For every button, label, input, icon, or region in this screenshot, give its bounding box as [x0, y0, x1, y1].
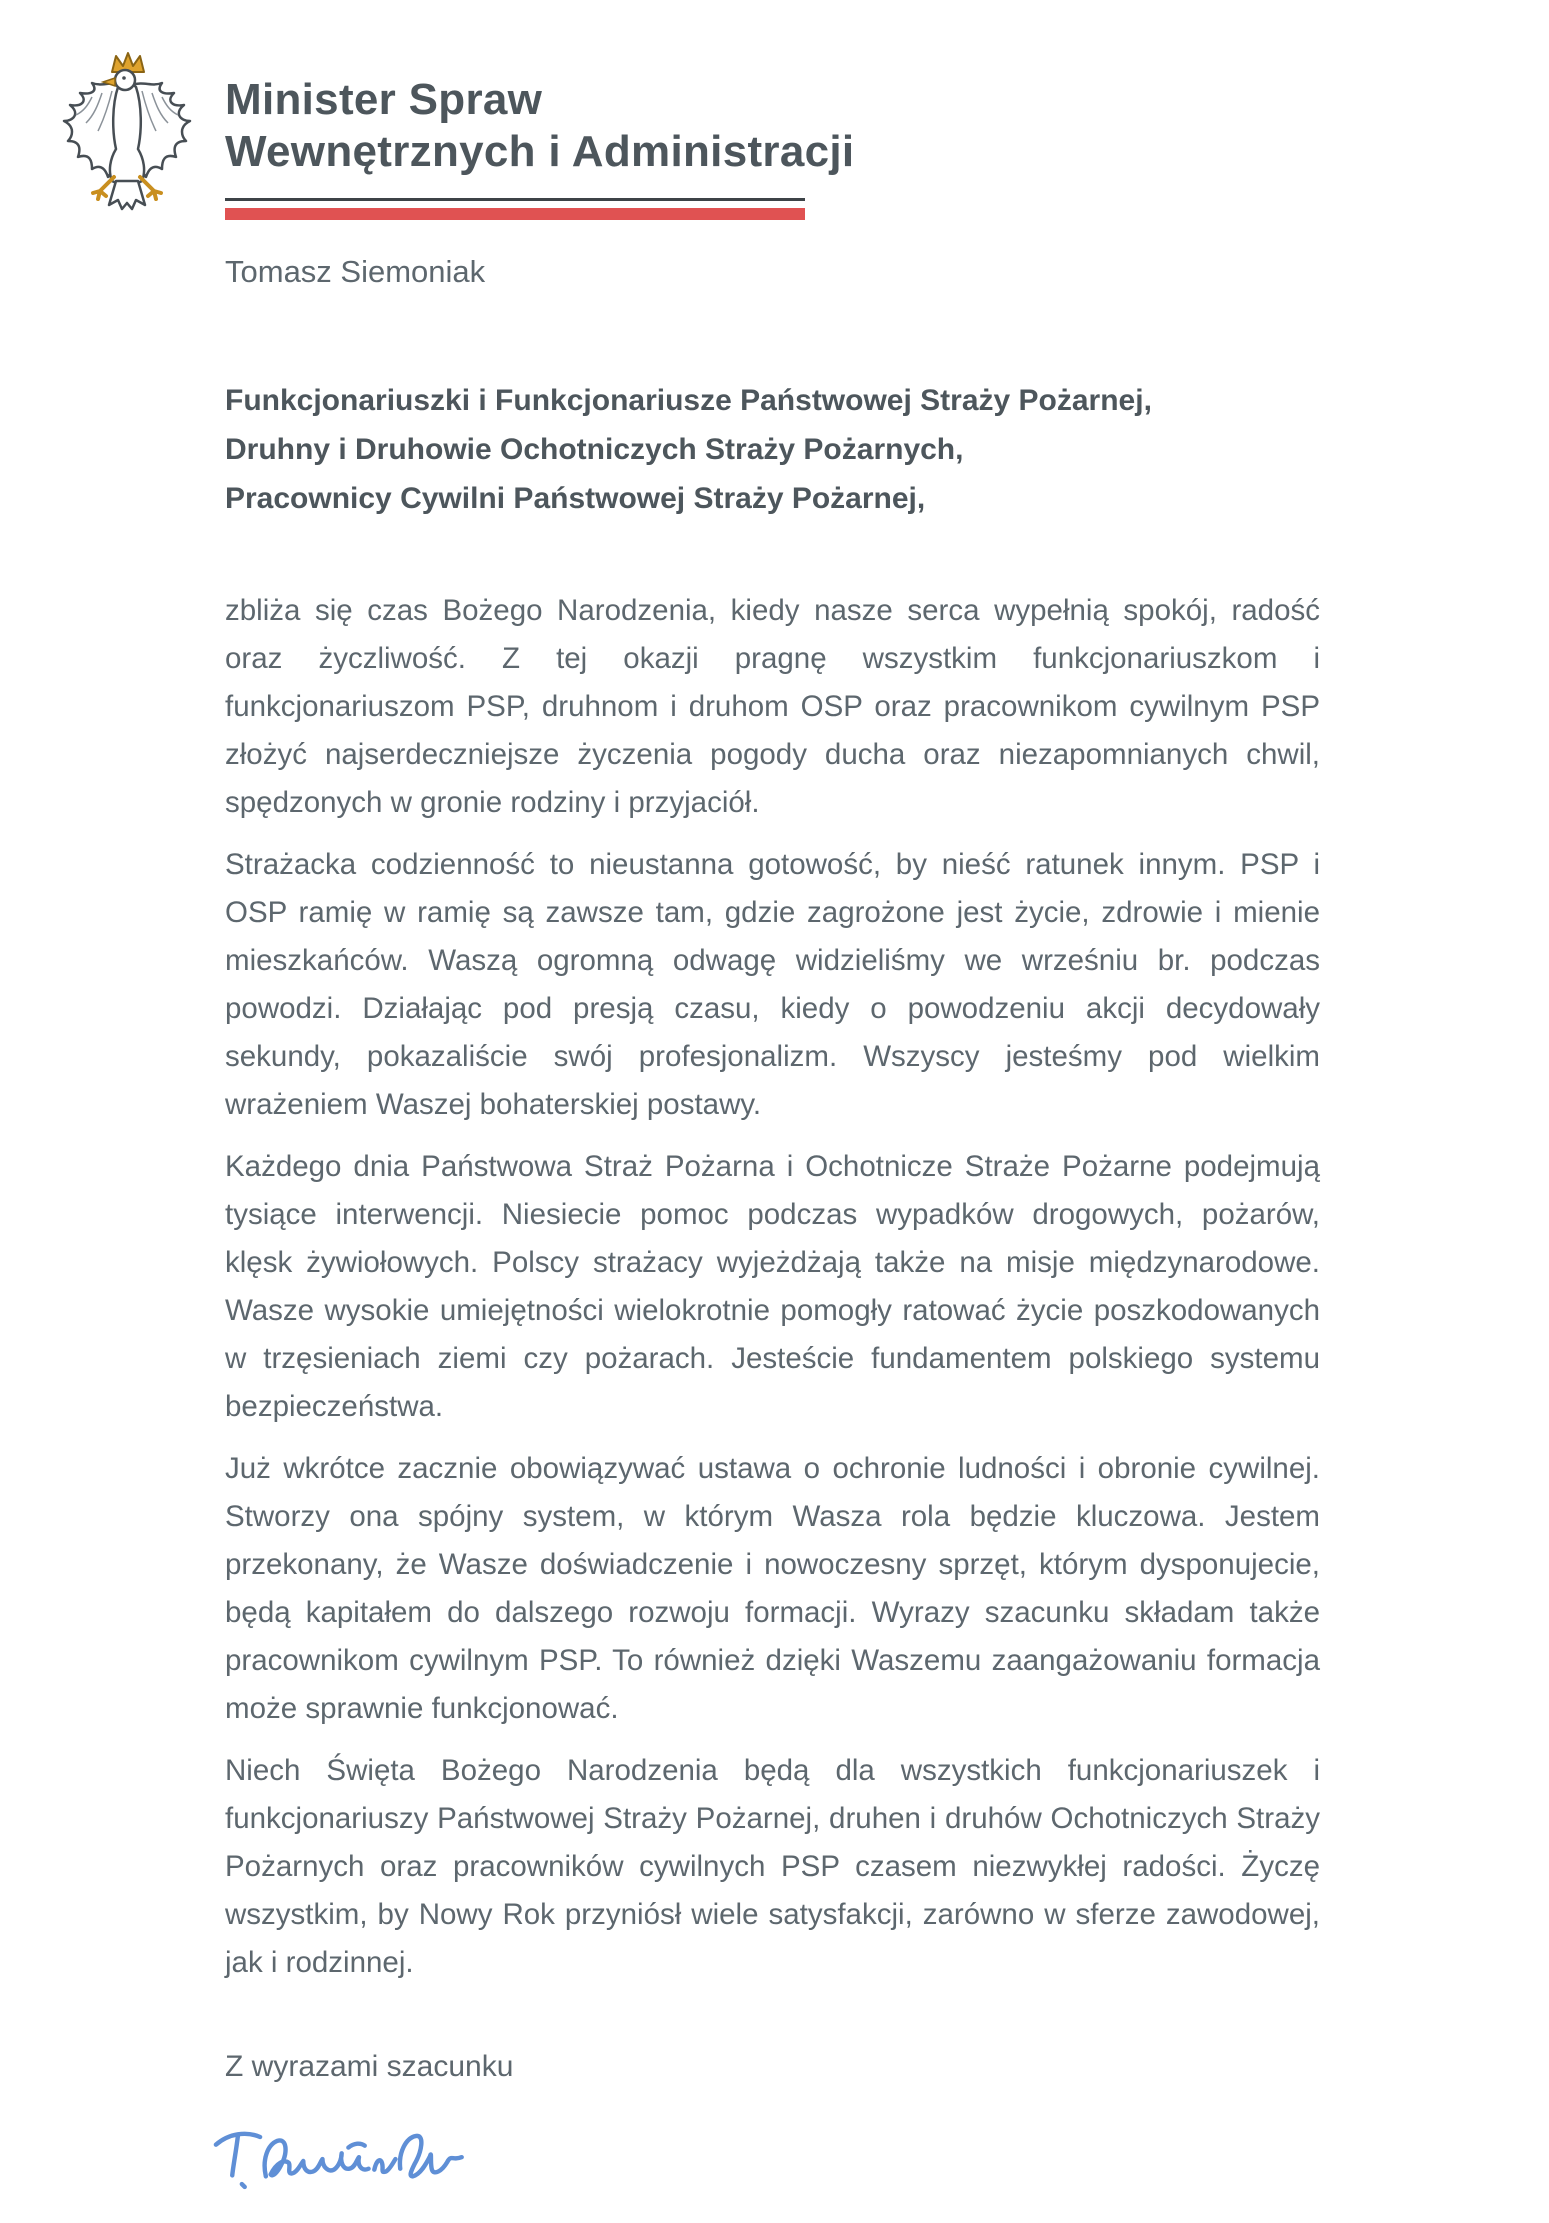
letter-content: [225, 0, 1320, 2209]
flag-rule-red-stripe: [225, 208, 805, 220]
eagle-crown: [112, 53, 144, 72]
minister-name: Tomasz Siemoniak: [225, 254, 486, 289]
handwritten-signature: [203, 2113, 513, 2209]
flag-rule: [225, 198, 805, 220]
paragraph-daily-readiness: Strażacka codzienność to nieustanna gotowość, by nieść ratunek innym. PSP i OSP ramię w ramię są zawsze tam, gdzie zagrożone jest życie, zdrowie i mienie mieszkańców. Waszą ogromną odwagę widzieliśmy we wrześniu br. podczas powodzi. Działając pod presją czasu, kiedy o powodzeniu akcji decydowały sekundy, pokazaliście swój profesjonalizm. Wszyscy jesteśmy pod wielkim wrażeniem Waszej bohaterskiej postawy.: [225, 848, 1320, 1121]
paragraph-greeting: zbliża się czas Bożego Narodzenia, kiedy nasze serca wypełnią spokój, radość oraz życzliwość. Z tej okazji pragnę wszystkim funkcjonariuszkom i funkcjonariuszom PSP, druhnom i druhom OSP oraz pracownikom cywilnym PSP złożyć najserdeczniejsze życzenia pogody ducha oraz niezapomnianych chwil, spędzonych w gronie rodziny i przyjaciół.: [225, 594, 1320, 819]
ministry-title-line2: Wewnętrznych i Administracji: [225, 127, 855, 176]
closing-phrase: Z wyrazami szacunku: [225, 2050, 514, 2083]
ministry-title-line1: Minister Spraw: [225, 75, 543, 124]
ministry-letterhead: [225, 0, 1320, 178]
paragraph-wishes: Niech Święta Bożego Narodzenia będą dla wszystkich funkcjonariuszek i funkcjonariuszy Państwowej Straży Pożarnej, druhen i druhów Ochotniczych Straży Pożarnych oraz pracowników cywilnych PSP czasem niezwykłej radości. Życzę wszystkim, by Nowy Rok przyniósł wiele satysfakcji, zarówno w sferze zawodowej, jak i rodzinnej.: [225, 1754, 1320, 1979]
salutation-line: Funkcjonariuszki i Funkcjonariusze Państwowej Straży Pożarnej,: [225, 384, 1152, 417]
eagle-head: [115, 70, 135, 90]
flag-rule-dark-line: [225, 198, 805, 201]
eagle-tail: [109, 181, 145, 209]
signature-strokes: [216, 2134, 462, 2187]
salutation: [225, 376, 1320, 523]
eagle-eye: [122, 76, 126, 80]
paragraph-interventions: Każdego dnia Państwowa Straż Pożarna i Ochotnicze Straże Pożarne podejmują tysiące interwencji. Niesiecie pomoc podczas wypadków drogowych, pożarów, klęsk żywiołowych. Polscy strażacy wyjeżdżają także na misje międzynarodowe. Wasze wysokie umiejętności wielokrotnie pomogły ratować życie poszkodowanych w trzęsieniach ziemi czy pożarach. Jesteście fundamentem polskiego systemu bezpieczeństwa.: [225, 1150, 1320, 1423]
paragraph-new-law: Już wkrótce zacznie obowiązywać ustawa o ochronie ludności i obronie cywilnej. Stworzy ona spójny system, w którym Wasza rola będzie kluczowa. Jestem przekonany, że Wasze doświadczenie i nowoczesny sprzęt, którym dysponujecie, będą kapitałem do dalszego rozwoju formacji. Wyrazy szacunku składam także pracownikom cywilnym PSP. To również dzięki Waszemu zaangażowaniu formacja może sprawnie funkcjonować.: [225, 1452, 1320, 1725]
eagle-body: [110, 83, 144, 186]
salutation-line: Druhny i Druhowie Ochotniczych Straży Pożarnych,: [225, 433, 964, 466]
polish-eagle-coat-of-arms-icon: [52, 46, 202, 228]
salutation-line: Pracownicy Cywilni Państwowej Straży Pożarnej,: [225, 482, 926, 515]
